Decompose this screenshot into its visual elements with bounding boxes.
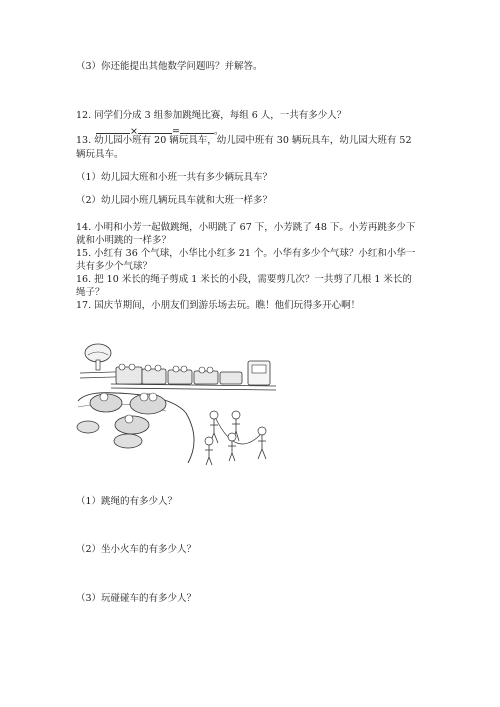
question-17-part-1: （1）跳绳的有多少人？ bbox=[76, 496, 178, 507]
question-12: 12. 同学们分成 3 组参加跳绳比赛，每组 6 人，一共有多少人？ bbox=[76, 110, 347, 121]
question-part-3: （3）你还能提出其他数学问题吗？并解答。 bbox=[76, 61, 263, 72]
question-16-line-2: 绳子？ bbox=[76, 287, 105, 298]
answer-blank[interactable] bbox=[180, 123, 214, 134]
period: 。 bbox=[213, 126, 224, 137]
question-17: 17. 国庆节期间，小朋友们到游乐场去玩。瞧！他们玩得多开心啊！ bbox=[76, 300, 361, 311]
question-15-line-2: 共有多少个气球？ bbox=[76, 261, 153, 272]
question-17-part-3: （3）玩碰碰车的有多少人？ bbox=[76, 593, 197, 604]
answer-blank[interactable] bbox=[96, 123, 130, 134]
equals-sign: = bbox=[171, 126, 180, 137]
jump-rope-children-icon bbox=[205, 411, 266, 465]
tree-icon bbox=[85, 344, 111, 370]
question-14-line-1: 14. 小明和小芳一起做跳绳，小明跳了 67 下，小芳跳了 48 下。小芳再跳多少下 bbox=[76, 222, 416, 233]
question-15-line-1: 15. 小红有 36 个气球，小华比小红多 21 个。小华有多少个气球？小红和小华一 bbox=[76, 248, 416, 259]
times-sign: × bbox=[130, 126, 138, 137]
question-13-line-1: 13. 幼儿园小班有 20 辆玩具车，幼儿园中班有 30 辆玩具车，幼儿园大班有 52 bbox=[76, 135, 412, 146]
question-13-line-2: 辆玩具车。 bbox=[76, 149, 124, 160]
bumper-car-icon bbox=[77, 393, 166, 448]
question-14-line-2: 就和小明跳的一样多？ bbox=[76, 235, 172, 246]
answer-blank[interactable] bbox=[138, 123, 172, 134]
train-icon bbox=[116, 361, 270, 385]
question-16-line-1: 16. 把 10 米长的绳子剪成 1 米长的小段，需要剪几次？一共剪了几根 1 米长的 bbox=[76, 274, 412, 285]
question-13-part-2: （2）幼儿园小班几辆玩具车就和大班一样多？ bbox=[76, 195, 273, 206]
question-17-part-2: （2）坐小火车的有多少人？ bbox=[76, 544, 197, 555]
question-13-part-1: （1）幼儿园大班和小班一共有多少辆玩具车？ bbox=[76, 172, 273, 183]
amusement-park-illustration bbox=[76, 331, 280, 469]
amusement-park-drawing bbox=[76, 331, 280, 469]
